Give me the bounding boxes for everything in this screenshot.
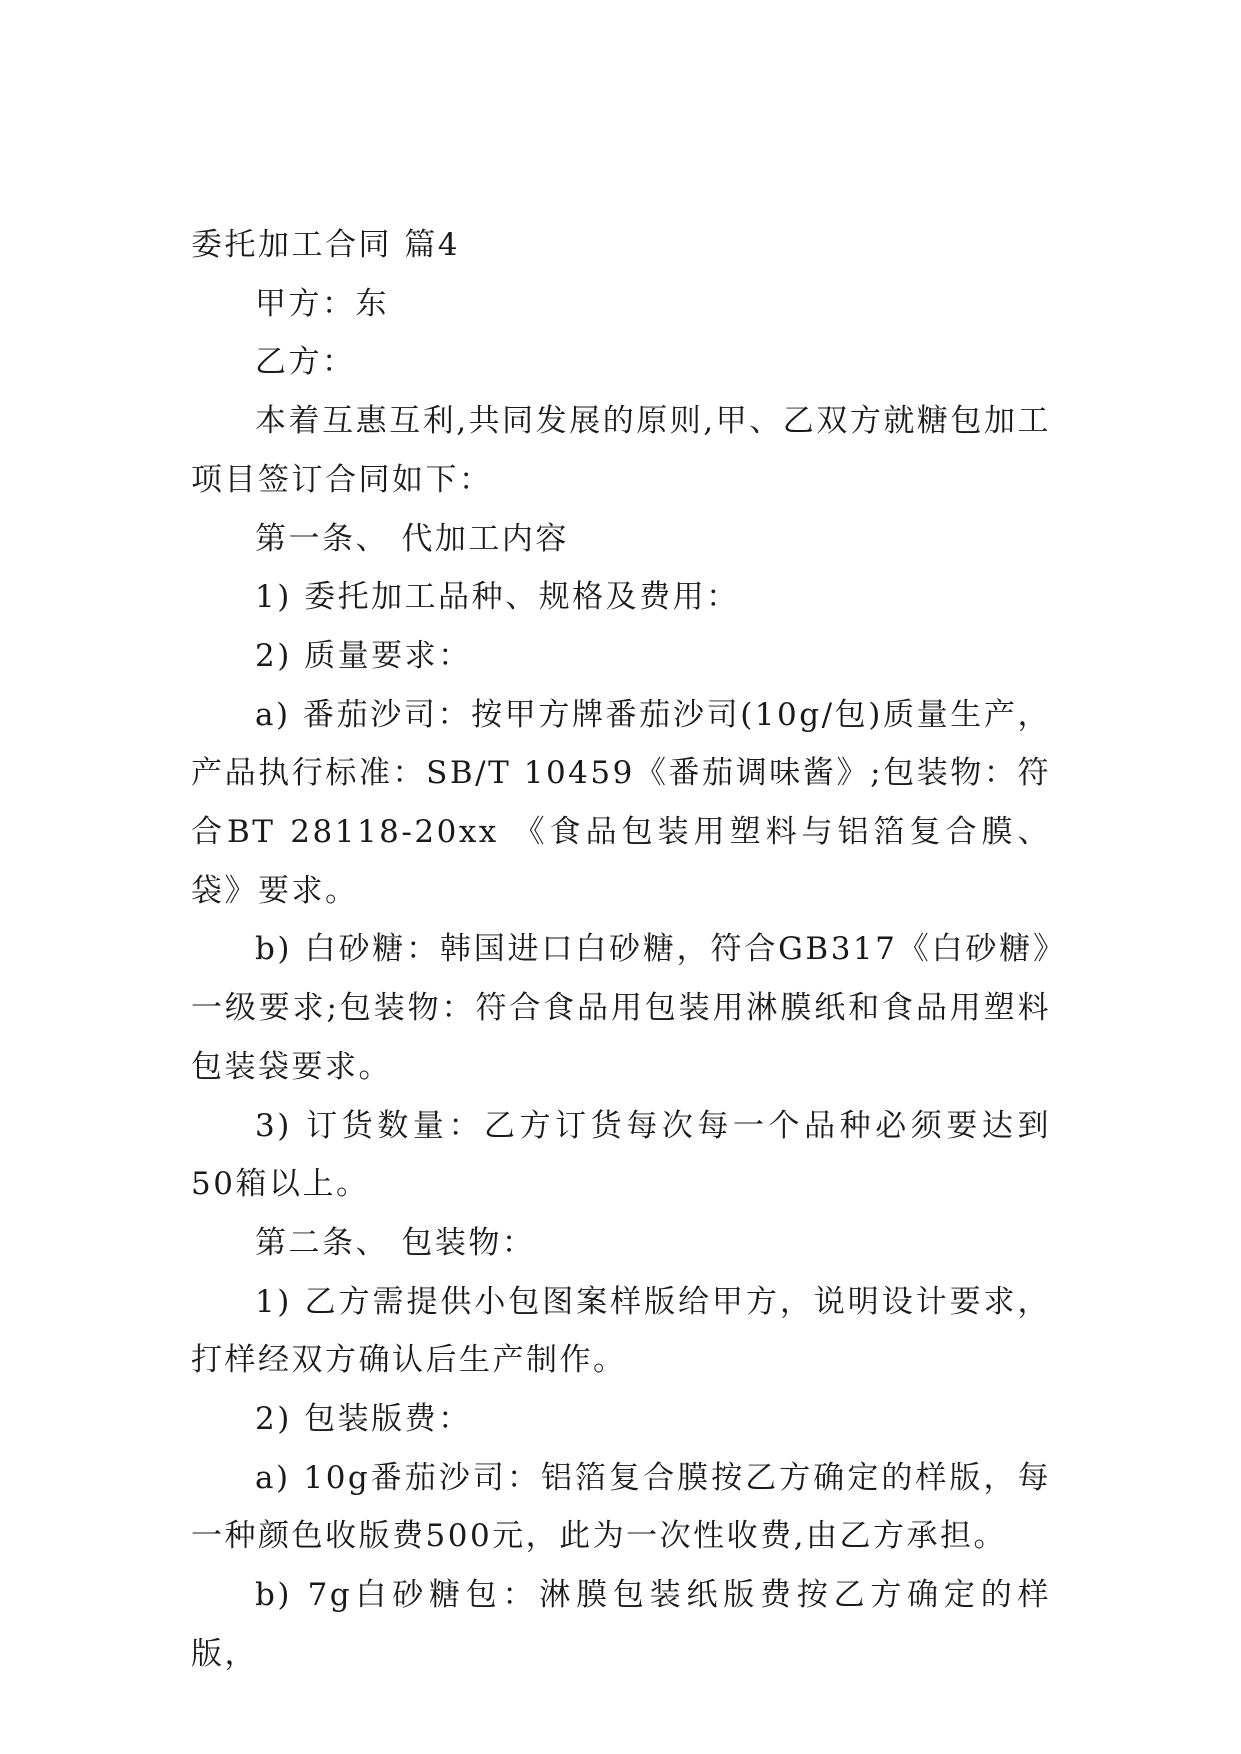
document-body <box>191 216 1051 1684</box>
article-1-item-2: 2) 质量要求： <box>255 637 472 674</box>
party-b-line: 乙方： <box>255 344 356 381</box>
article-2-item-2a: a) 10g番茄沙司：铝箔复合膜按乙方确定的样版，每一种颜色收版费500元，此为一次性收费,由乙方承担。 <box>191 1459 1051 1555</box>
preamble-paragraph: 本着互惠互利,共同发展的原则,甲、乙双方就糖包加工项目签订合同如下： <box>191 403 1051 498</box>
article-1-heading: 第一条、 代加工内容 <box>255 520 569 557</box>
party-a-line: 甲方：东 <box>255 285 389 322</box>
article-2-item-1: 1) 乙方需提供小包图案样版给甲方，说明设计要求，打样经双方确认后生产制作。 <box>191 1283 1051 1379</box>
article-2-heading: 第二条、 包装物： <box>255 1224 536 1261</box>
document-title: 委托加工合同 篇4 <box>191 227 461 263</box>
article-1-item-1: 1) 委托加工品种、规格及费用： <box>255 579 740 616</box>
article-1-item-2a: a) 番茄沙司：按甲方牌番茄沙司(10g/包)质量生产，产品执行标准：SB/T 10459《番茄调味酱》;包装物：符合BT 28118-20xx 《食品包装用塑料与铝箔复合膜、袋》要求。 <box>191 696 1051 909</box>
article-1-item-2b: b) 白砂糖：韩国进口白砂糖，符合GB317《白砂糖》一级要求;包装物：符合食品用包装用淋膜纸和食品用塑料包装袋要求。 <box>191 931 1051 1085</box>
article-2-item-2: 2) 包装版费： <box>255 1401 472 1438</box>
article-1-item-3: 3) 订货数量：乙方订货每次每一个品种必须要达到50箱以上。 <box>191 1107 1051 1203</box>
article-2-item-2b: b) 7g白砂糖包：淋膜包装纸版费按乙方确定的样版， <box>191 1577 1051 1672</box>
